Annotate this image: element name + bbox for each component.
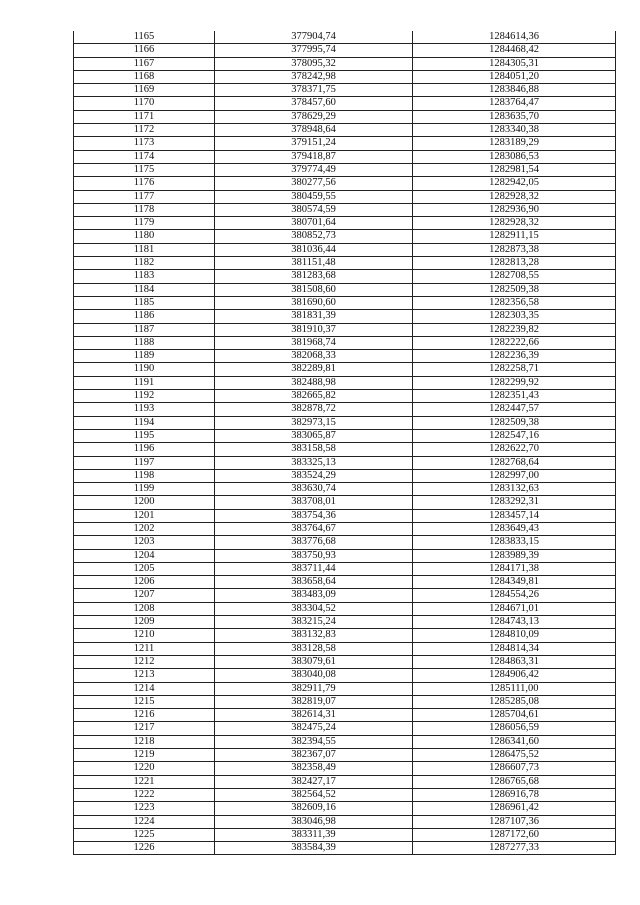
table-row [74, 549, 616, 562]
coordinates-table-body [74, 31, 616, 855]
point-number-cell: 1219 [74, 749, 215, 762]
x-coordinate-cell: 380852,73 [215, 230, 413, 243]
y-coordinate-cell: 1282509,38 [413, 283, 616, 296]
table-row [74, 576, 616, 589]
y-coordinate-cell: 1286475,52 [413, 749, 616, 762]
table-row [74, 230, 616, 243]
x-coordinate-cell: 382367,07 [215, 749, 413, 762]
x-coordinate-cell: 382973,15 [215, 416, 413, 429]
table-row [74, 150, 616, 163]
table-row [74, 669, 616, 682]
point-number-cell: 1180 [74, 230, 215, 243]
point-number-cell: 1166 [74, 44, 215, 57]
x-coordinate-cell: 379774,49 [215, 163, 413, 176]
y-coordinate-cell: 1287172,60 [413, 828, 616, 841]
table-row [74, 722, 616, 735]
table-row [74, 456, 616, 469]
point-number-cell: 1216 [74, 709, 215, 722]
y-coordinate-cell: 1283457,14 [413, 509, 616, 522]
point-number-cell: 1226 [74, 842, 215, 855]
y-coordinate-cell: 1286916,78 [413, 788, 616, 801]
x-coordinate-cell: 379151,24 [215, 137, 413, 150]
point-number-cell: 1212 [74, 655, 215, 668]
y-coordinate-cell: 1283764,47 [413, 97, 616, 110]
point-number-cell: 1217 [74, 722, 215, 735]
x-coordinate-cell: 383079,61 [215, 655, 413, 668]
x-coordinate-cell: 383215,24 [215, 616, 413, 629]
y-coordinate-cell: 1282936,90 [413, 203, 616, 216]
y-coordinate-cell: 1284671,01 [413, 602, 616, 615]
point-number-cell: 1207 [74, 589, 215, 602]
x-coordinate-cell: 381690,60 [215, 296, 413, 309]
y-coordinate-cell: 1284614,36 [413, 31, 616, 44]
x-coordinate-cell: 383764,67 [215, 522, 413, 535]
y-coordinate-cell: 1285285,08 [413, 695, 616, 708]
x-coordinate-cell: 383304,52 [215, 602, 413, 615]
x-coordinate-cell: 383658,64 [215, 576, 413, 589]
table-row [74, 97, 616, 110]
x-coordinate-cell: 382358,49 [215, 762, 413, 775]
table-row [74, 416, 616, 429]
y-coordinate-cell: 1283833,15 [413, 536, 616, 549]
x-coordinate-cell: 379418,87 [215, 150, 413, 163]
table-row [74, 589, 616, 602]
y-coordinate-cell: 1284810,09 [413, 629, 616, 642]
x-coordinate-cell: 380459,55 [215, 190, 413, 203]
point-number-cell: 1220 [74, 762, 215, 775]
point-number-cell: 1190 [74, 363, 215, 376]
y-coordinate-cell: 1282509,38 [413, 416, 616, 429]
table-row [74, 536, 616, 549]
table-row [74, 323, 616, 336]
x-coordinate-cell: 377904,74 [215, 31, 413, 44]
point-number-cell: 1181 [74, 243, 215, 256]
x-coordinate-cell: 382665,82 [215, 390, 413, 403]
y-coordinate-cell: 1282447,57 [413, 403, 616, 416]
point-number-cell: 1175 [74, 163, 215, 176]
table-row [74, 243, 616, 256]
point-number-cell: 1186 [74, 310, 215, 323]
table-row [74, 350, 616, 363]
point-number-cell: 1223 [74, 802, 215, 815]
table-row [74, 177, 616, 190]
point-number-cell: 1184 [74, 283, 215, 296]
point-number-cell: 1206 [74, 576, 215, 589]
table-row [74, 403, 616, 416]
table-row [74, 124, 616, 137]
x-coordinate-cell: 383711,44 [215, 562, 413, 575]
point-number-cell: 1210 [74, 629, 215, 642]
point-number-cell: 1165 [74, 31, 215, 44]
x-coordinate-cell: 382878,72 [215, 403, 413, 416]
table-row [74, 336, 616, 349]
y-coordinate-cell: 1285111,00 [413, 682, 616, 695]
y-coordinate-cell: 1282547,16 [413, 429, 616, 442]
table-row [74, 655, 616, 668]
table-row [74, 363, 616, 376]
x-coordinate-cell: 382819,07 [215, 695, 413, 708]
x-coordinate-cell: 383483,09 [215, 589, 413, 602]
x-coordinate-cell: 378457,60 [215, 97, 413, 110]
point-number-cell: 1182 [74, 257, 215, 270]
table-row [74, 788, 616, 801]
point-number-cell: 1218 [74, 735, 215, 748]
point-number-cell: 1214 [74, 682, 215, 695]
point-number-cell: 1169 [74, 84, 215, 97]
y-coordinate-cell: 1284554,26 [413, 589, 616, 602]
y-coordinate-cell: 1282222,66 [413, 336, 616, 349]
point-number-cell: 1193 [74, 403, 215, 416]
coordinates-table [73, 31, 616, 855]
point-number-cell: 1179 [74, 217, 215, 230]
table-row [74, 842, 616, 855]
table-row [74, 31, 616, 44]
y-coordinate-cell: 1283846,88 [413, 84, 616, 97]
point-number-cell: 1168 [74, 70, 215, 83]
y-coordinate-cell: 1287107,36 [413, 815, 616, 828]
point-number-cell: 1183 [74, 270, 215, 283]
table-row [74, 496, 616, 509]
y-coordinate-cell: 1284305,31 [413, 57, 616, 70]
x-coordinate-cell: 383065,87 [215, 429, 413, 442]
y-coordinate-cell: 1283635,70 [413, 110, 616, 123]
x-coordinate-cell: 380701,64 [215, 217, 413, 230]
point-number-cell: 1176 [74, 177, 215, 190]
point-number-cell: 1224 [74, 815, 215, 828]
y-coordinate-cell: 1282928,32 [413, 217, 616, 230]
x-coordinate-cell: 382475,24 [215, 722, 413, 735]
point-number-cell: 1188 [74, 336, 215, 349]
x-coordinate-cell: 380277,56 [215, 177, 413, 190]
y-coordinate-cell: 1284814,34 [413, 642, 616, 655]
point-number-cell: 1192 [74, 390, 215, 403]
x-coordinate-cell: 380574,59 [215, 203, 413, 216]
x-coordinate-cell: 381910,37 [215, 323, 413, 336]
point-number-cell: 1215 [74, 695, 215, 708]
x-coordinate-cell: 382488,98 [215, 376, 413, 389]
y-coordinate-cell: 1282236,39 [413, 350, 616, 363]
table-row [74, 70, 616, 83]
x-coordinate-cell: 383750,93 [215, 549, 413, 562]
x-coordinate-cell: 381283,68 [215, 270, 413, 283]
table-row [74, 602, 616, 615]
x-coordinate-cell: 383132,83 [215, 629, 413, 642]
y-coordinate-cell: 1284906,42 [413, 669, 616, 682]
point-number-cell: 1200 [74, 496, 215, 509]
point-number-cell: 1196 [74, 443, 215, 456]
x-coordinate-cell: 382394,55 [215, 735, 413, 748]
y-coordinate-cell: 1282911,15 [413, 230, 616, 243]
table-row [74, 762, 616, 775]
x-coordinate-cell: 382564,52 [215, 788, 413, 801]
table-row [74, 57, 616, 70]
point-number-cell: 1195 [74, 429, 215, 442]
y-coordinate-cell: 1282997,00 [413, 469, 616, 482]
table-row [74, 190, 616, 203]
table-row [74, 283, 616, 296]
y-coordinate-cell: 1284863,31 [413, 655, 616, 668]
y-coordinate-cell: 1282813,28 [413, 257, 616, 270]
x-coordinate-cell: 382068,33 [215, 350, 413, 363]
y-coordinate-cell: 1283292,31 [413, 496, 616, 509]
table-row [74, 709, 616, 722]
x-coordinate-cell: 383524,29 [215, 469, 413, 482]
x-coordinate-cell: 381968,74 [215, 336, 413, 349]
table-row [74, 429, 616, 442]
point-number-cell: 1205 [74, 562, 215, 575]
x-coordinate-cell: 382609,16 [215, 802, 413, 815]
point-number-cell: 1177 [74, 190, 215, 203]
table-row [74, 390, 616, 403]
table-row [74, 110, 616, 123]
table-row [74, 629, 616, 642]
y-coordinate-cell: 1286765,68 [413, 775, 616, 788]
x-coordinate-cell: 382289,81 [215, 363, 413, 376]
table-row [74, 163, 616, 176]
y-coordinate-cell: 1283649,43 [413, 522, 616, 535]
table-row [74, 749, 616, 762]
table-row [74, 203, 616, 216]
x-coordinate-cell: 383311,39 [215, 828, 413, 841]
point-number-cell: 1178 [74, 203, 215, 216]
x-coordinate-cell: 378948,64 [215, 124, 413, 137]
table-row [74, 217, 616, 230]
y-coordinate-cell: 1286607,73 [413, 762, 616, 775]
y-coordinate-cell: 1282351,43 [413, 390, 616, 403]
point-number-cell: 1213 [74, 669, 215, 682]
point-number-cell: 1204 [74, 549, 215, 562]
x-coordinate-cell: 382427,17 [215, 775, 413, 788]
x-coordinate-cell: 383584,39 [215, 842, 413, 855]
table-row [74, 257, 616, 270]
table-row [74, 828, 616, 841]
x-coordinate-cell: 378629,29 [215, 110, 413, 123]
y-coordinate-cell: 1282258,71 [413, 363, 616, 376]
point-number-cell: 1185 [74, 296, 215, 309]
point-number-cell: 1189 [74, 350, 215, 363]
y-coordinate-cell: 1284171,38 [413, 562, 616, 575]
table-row [74, 270, 616, 283]
table-row [74, 562, 616, 575]
x-coordinate-cell: 381831,39 [215, 310, 413, 323]
x-coordinate-cell: 382911,79 [215, 682, 413, 695]
point-number-cell: 1225 [74, 828, 215, 841]
y-coordinate-cell: 1286056,59 [413, 722, 616, 735]
point-number-cell: 1221 [74, 775, 215, 788]
point-number-cell: 1211 [74, 642, 215, 655]
y-coordinate-cell: 1282768,64 [413, 456, 616, 469]
point-number-cell: 1197 [74, 456, 215, 469]
y-coordinate-cell: 1282299,92 [413, 376, 616, 389]
y-coordinate-cell: 1282356,58 [413, 296, 616, 309]
x-coordinate-cell: 378242,98 [215, 70, 413, 83]
point-number-cell: 1187 [74, 323, 215, 336]
point-number-cell: 1170 [74, 97, 215, 110]
point-number-cell: 1198 [74, 469, 215, 482]
table-row [74, 695, 616, 708]
y-coordinate-cell: 1282622,70 [413, 443, 616, 456]
x-coordinate-cell: 383754,36 [215, 509, 413, 522]
table-row [74, 802, 616, 815]
point-number-cell: 1172 [74, 124, 215, 137]
y-coordinate-cell: 1284349,81 [413, 576, 616, 589]
y-coordinate-cell: 1286341,60 [413, 735, 616, 748]
x-coordinate-cell: 378371,75 [215, 84, 413, 97]
y-coordinate-cell: 1282303,35 [413, 310, 616, 323]
x-coordinate-cell: 383046,98 [215, 815, 413, 828]
y-coordinate-cell: 1285704,61 [413, 709, 616, 722]
table-row [74, 44, 616, 57]
point-number-cell: 1167 [74, 57, 215, 70]
point-number-cell: 1171 [74, 110, 215, 123]
table-row [74, 642, 616, 655]
table-row [74, 443, 616, 456]
x-coordinate-cell: 383040,08 [215, 669, 413, 682]
y-coordinate-cell: 1282981,54 [413, 163, 616, 176]
x-coordinate-cell: 383325,13 [215, 456, 413, 469]
table-row [74, 137, 616, 150]
point-number-cell: 1202 [74, 522, 215, 535]
y-coordinate-cell: 1282873,38 [413, 243, 616, 256]
y-coordinate-cell: 1282942,05 [413, 177, 616, 190]
point-number-cell: 1174 [74, 150, 215, 163]
y-coordinate-cell: 1283989,39 [413, 549, 616, 562]
y-coordinate-cell: 1283086,53 [413, 150, 616, 163]
x-coordinate-cell: 383776,68 [215, 536, 413, 549]
table-row [74, 376, 616, 389]
x-coordinate-cell: 383630,74 [215, 483, 413, 496]
x-coordinate-cell: 381151,48 [215, 257, 413, 270]
table-row [74, 616, 616, 629]
point-number-cell: 1222 [74, 788, 215, 801]
y-coordinate-cell: 1284468,42 [413, 44, 616, 57]
table-row [74, 522, 616, 535]
table-row [74, 469, 616, 482]
x-coordinate-cell: 381508,60 [215, 283, 413, 296]
table-row [74, 509, 616, 522]
table-row [74, 296, 616, 309]
table-row [74, 735, 616, 748]
point-number-cell: 1209 [74, 616, 215, 629]
x-coordinate-cell: 381036,44 [215, 243, 413, 256]
point-number-cell: 1208 [74, 602, 215, 615]
point-number-cell: 1203 [74, 536, 215, 549]
y-coordinate-cell: 1284051,20 [413, 70, 616, 83]
y-coordinate-cell: 1286961,42 [413, 802, 616, 815]
y-coordinate-cell: 1283132,63 [413, 483, 616, 496]
y-coordinate-cell: 1283340,38 [413, 124, 616, 137]
table-row [74, 682, 616, 695]
x-coordinate-cell: 383708,01 [215, 496, 413, 509]
point-number-cell: 1199 [74, 483, 215, 496]
point-number-cell: 1194 [74, 416, 215, 429]
x-coordinate-cell: 382614,31 [215, 709, 413, 722]
point-number-cell: 1173 [74, 137, 215, 150]
point-number-cell: 1201 [74, 509, 215, 522]
table-row [74, 775, 616, 788]
point-number-cell: 1191 [74, 376, 215, 389]
x-coordinate-cell: 378095,32 [215, 57, 413, 70]
y-coordinate-cell: 1282928,32 [413, 190, 616, 203]
x-coordinate-cell: 383158,58 [215, 443, 413, 456]
table-row [74, 815, 616, 828]
y-coordinate-cell: 1284743,13 [413, 616, 616, 629]
x-coordinate-cell: 383128,58 [215, 642, 413, 655]
table-row [74, 84, 616, 97]
y-coordinate-cell: 1282708,55 [413, 270, 616, 283]
y-coordinate-cell: 1282239,82 [413, 323, 616, 336]
table-row [74, 310, 616, 323]
y-coordinate-cell: 1283189,29 [413, 137, 616, 150]
x-coordinate-cell: 377995,74 [215, 44, 413, 57]
y-coordinate-cell: 1287277,33 [413, 842, 616, 855]
table-row [74, 483, 616, 496]
